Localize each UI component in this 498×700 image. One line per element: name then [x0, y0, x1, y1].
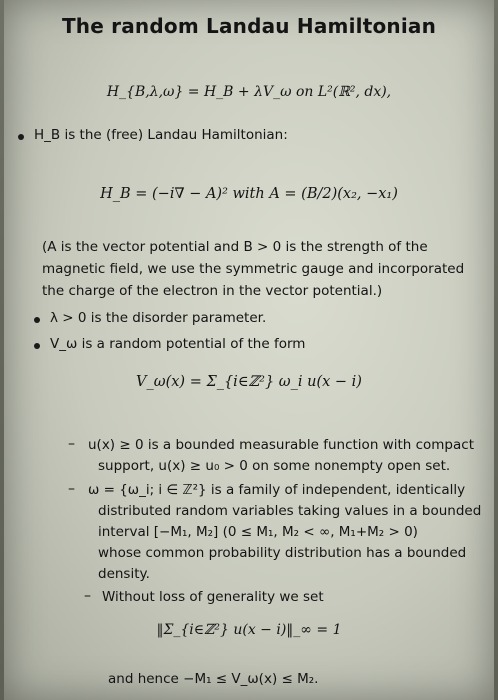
bullet-dot [34, 317, 40, 323]
bullet-dot [34, 343, 40, 349]
norm-equation: ‖Σ_{i∈ℤ²} u(x − i)‖_∞ = 1 [156, 622, 342, 638]
slide-title: The random Landau Hamiltonian [61, 14, 437, 38]
subitem-1-line-1: u(x) ≥ 0 is a bounded measurable function with compact [88, 437, 474, 453]
landau-equation: H_B = (−i∇ − A)² with A = (B/2)(x₂, −x₁) [100, 186, 398, 202]
bullet-1-text: H_B is the (free) Landau Hamiltonian: [34, 127, 288, 143]
subitem-2-line-3: interval [−M₁, M₂] (0 ≤ M₁, M₂ < ∞, M₁+M₂ > 0) [98, 524, 418, 540]
dash-marker: – [68, 436, 75, 452]
dash-marker: – [68, 481, 75, 497]
subitem-1-line-2: support, u(x) ≥ u₀ > 0 on some nonempty open set. [98, 458, 451, 474]
subitem-2-line-1: ω = {ω_i; i ∈ ℤ²} is a family of independent, identically [88, 482, 466, 498]
slide [4, 0, 494, 700]
subitem-2-line-5: density. [98, 566, 150, 582]
dash-marker: – [84, 588, 91, 604]
main-equation: H_{B,λ,ω} = H_B + λV_ω on L²(ℝ², dx), [106, 84, 392, 100]
note-line-2: magnetic field, we use the symmetric gauge and incorporated [42, 261, 465, 277]
bullet-3-text: V_ω is a random potential of the form [50, 336, 306, 352]
subitem-2-line-4: whose common probability distribution has a bounded [98, 545, 467, 561]
bullet-dot [18, 134, 24, 140]
subitem-3-line-1: Without loss of generality we set [102, 589, 324, 605]
subitem-2-line-2: distributed random variables taking values in a bounded [98, 503, 482, 519]
bullet-2-text: λ > 0 is the disorder parameter. [50, 310, 267, 326]
potential-equation: V_ω(x) = Σ_{i∈ℤ²} ω_i u(x − i) [136, 374, 362, 390]
note-line-3: the charge of the electron in the vector potential.) [42, 283, 383, 299]
conclusion-text: and hence −M₁ ≤ V_ω(x) ≤ M₂. [108, 671, 319, 687]
note-line-1: (A is the vector potential and B > 0 is the strength of the [42, 239, 428, 255]
